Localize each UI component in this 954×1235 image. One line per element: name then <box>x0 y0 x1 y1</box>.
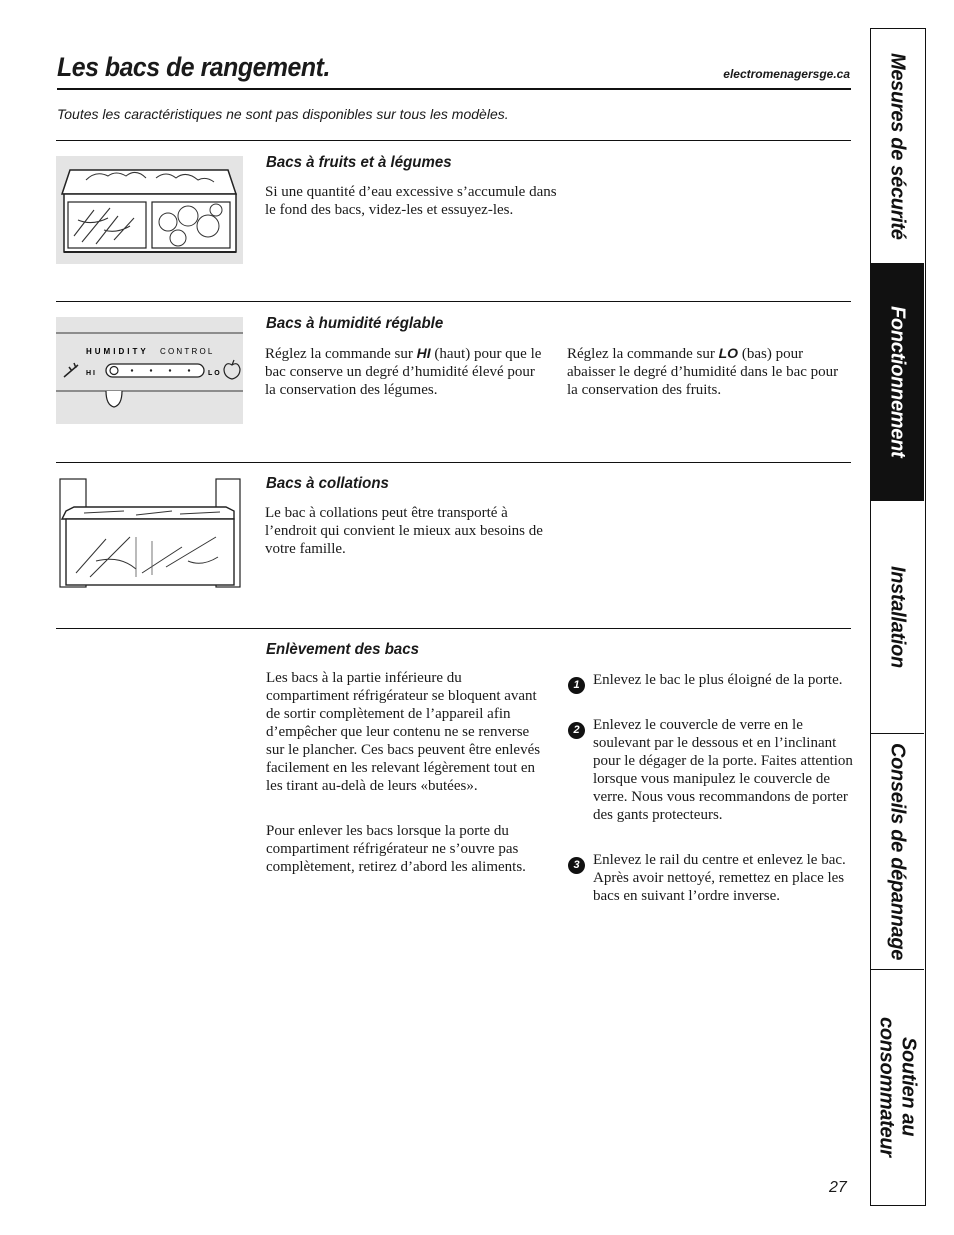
page-subtitle: Toutes les caractéristiques ne sont pas disponibles sur tous les modèles. <box>57 106 509 122</box>
step-number-3: 3 <box>568 857 585 874</box>
section-divider <box>56 301 851 302</box>
section-divider <box>56 140 851 141</box>
tab-fonctionnement[interactable] <box>871 264 924 501</box>
hi-keyword: HI <box>416 345 431 361</box>
step-text-1: Enlevez le bac le plus éloigné de la porte. <box>593 672 843 688</box>
tab-label: Fonctionnement <box>886 306 909 458</box>
fruits-text: Si une quantité d’eau excessive s’accumule dans le fond des bacs, videz-les et essuyez-les. <box>265 184 557 218</box>
snack-pan-illustration <box>56 477 243 590</box>
removal-step-3 <box>568 851 852 911</box>
tab-label: Soutien au consommateur <box>875 1017 920 1157</box>
tab-label: Installation <box>886 566 909 668</box>
humidity-slider-knob <box>110 367 118 375</box>
removal-para-2: Pour enlever les bacs lorsque la porte du compartiment réfrigérateur ne s’ouvre pas complètement, retirez d’abord les aliments. <box>266 823 526 875</box>
section-heading-fruits: Bacs à fruits et à légumes <box>266 154 452 171</box>
page-title: Les bacs de rangement. <box>57 52 330 82</box>
humidity-lo-text: Réglez la commande sur LO (bas) pour abaisser le degré d’humidité dans le bac pour la conservation des fruits. <box>567 345 839 398</box>
title-rule <box>57 88 851 90</box>
carrot-icon <box>64 363 78 377</box>
crisper-drawers-drawing <box>56 156 243 264</box>
tab-mesures-de-securite[interactable] <box>871 29 924 264</box>
removal-step-1 <box>568 671 852 711</box>
section-heading-humidity: Bacs à humidité réglable <box>266 315 444 332</box>
snack-pan-drawing <box>56 477 243 590</box>
humidity-control-illustration <box>56 317 243 424</box>
hi-label: HI <box>86 370 97 377</box>
section-heading-snack: Bacs à collations <box>266 475 389 492</box>
section-divider <box>56 628 851 629</box>
section-tabs <box>870 28 926 1206</box>
section-heading-removal: Enlèvement des bacs <box>266 641 419 658</box>
step-text-3: Enlevez le rail du centre et enlevez le bac. Après avoir nettoyé, remettez en place les bacs en suivant l’ordre inverse. <box>593 852 846 904</box>
page-number: 27 <box>829 1179 847 1196</box>
crisper-drawers-illustration <box>56 156 243 264</box>
removal-step-2 <box>568 716 852 846</box>
step-number-2: 2 <box>568 722 585 739</box>
humidity-label-light: CONTROL <box>160 347 215 356</box>
lo-label: LO <box>208 370 222 377</box>
humidity-hi-text: Réglez la commande sur HI (haut) pour que le bac conserve un degré d’humidité élevé pour la conservation des légumes. <box>265 345 542 398</box>
step-text-2: Enlevez le couvercle de verre en le soulevant par le dessous et en l’inclinant pour le dégager de la porte. Faites attention lorsque vous manipulez le couvercle de verre. Nous vous recommandons de porter des gants protecteurs. <box>593 717 853 823</box>
removal-para-1: Les bacs à la partie inférieure du compartiment réfrigérateur se bloquent avant de sortir complètement de l’appareil afin d’empêcher que leur contenu ne se renverse sur le plancher. Ces bacs peuvent être enlevés facilement en les relevant légèrement tout en les tirant au-delà de leurs «butées». <box>266 670 541 794</box>
tab-soutien-au-consommateur[interactable] <box>871 970 924 1204</box>
lo-keyword: LO <box>718 345 739 361</box>
section-divider <box>56 462 851 463</box>
site-url[interactable]: electromenagersge.ca <box>723 67 850 81</box>
humidity-control-drawing <box>56 317 243 424</box>
tab-label: Conseils de dépannage <box>886 742 909 961</box>
humidity-label-bold: HUMIDITY <box>86 347 149 356</box>
tab-label: Mesures de sécurité <box>886 52 909 240</box>
snack-text: Le bac à collations peut être transporté à l’endroit qui convient le mieux aux besoins de votre famille. <box>265 505 543 557</box>
tab-conseils-de-depannage[interactable] <box>871 734 924 970</box>
apple-icon <box>224 360 240 379</box>
step-number-1: 1 <box>568 677 585 694</box>
tab-installation[interactable] <box>871 501 924 734</box>
